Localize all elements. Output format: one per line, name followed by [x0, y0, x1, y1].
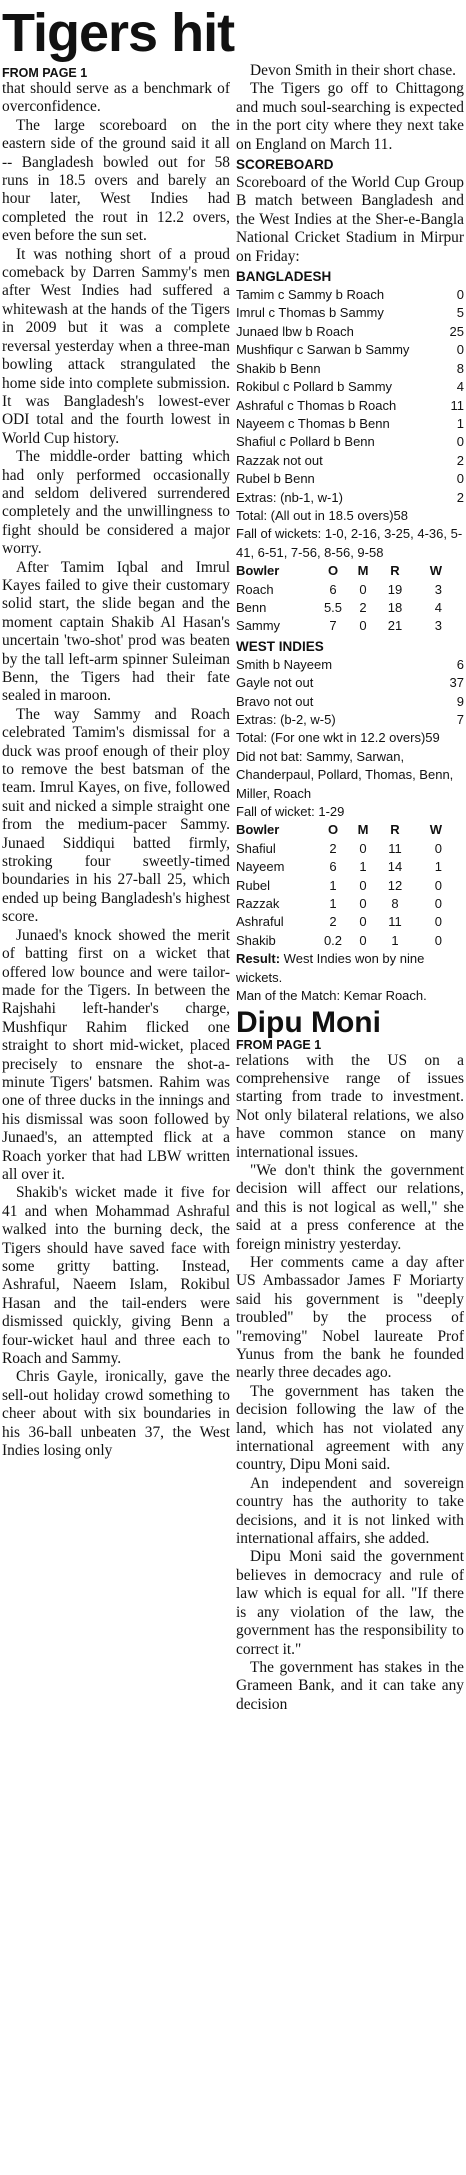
maidens-cell: 0: [359, 581, 367, 597]
runs-cell: 18: [387, 599, 403, 615]
bowler-name: Ashraful: [236, 914, 284, 930]
batting-card-west-indies: [236, 656, 464, 822]
article-paragraph: The Tigers go off to Chittagong and much soul-searching is expected in the port city where they next take on England on March 11.: [236, 80, 464, 153]
article-paragraph: The large scoreboard on the eastern side of the ground said it all -- Bangladesh bowled out for 58 runs in 18.5 overs and barely an hour later, West Indies had completed the rout in 12.2 overs, even before the sun set.: [2, 116, 230, 245]
wickets-cell: 0: [434, 932, 442, 948]
bowler-name: Roach: [236, 581, 274, 597]
runs-header: R: [390, 563, 400, 579]
overs-cell: 2: [329, 840, 337, 856]
runs-cell: 14: [387, 859, 403, 875]
article-paragraph: It was nothing short of a proud comeback by Darren Sammy's men after West Indies had suffered a whitewash at the hands of the Tigers in 2009 but it was a complete reversal yesterday when a three-man bowling attack strangulated the home side into complete submission. It was Bangladesh's lowest-ever ODI total and the fourth lowest in World Cup history.: [2, 245, 230, 447]
article-paragraph: The way Sammy and Roach celebrated Tamim's dismissal for a duck was proof enough of their ploy to remove the best batsman of the team. Imrul Kayes, on five, followed suit and nicked a simple straight one from the medium-pacer Sammy. Junaed Siddiqui batted firmly, stroking four sweetly-timed boundaries in his 27-ball 25, which ended up being Bangladesh's highest score.: [2, 705, 230, 926]
wickets-cell: 1: [434, 859, 442, 875]
article-paragraph: The middle-order batting which had only performed occasionally and seldom delivered surrendered completely and the unwillingness to fight should be considered a major worry.: [2, 448, 230, 558]
article-paragraph: relations with the US on a comprehensive range of issues starting from trade to investment. Not only bilateral relations, we also have common stance on many international issues.: [236, 1051, 464, 1161]
bowler-header: Bowler: [236, 563, 280, 579]
runs-cell: 21: [387, 618, 403, 634]
article-paragraph: "We don't think the government decision will affect our relations, and this is not logical as well," she said at a press conference at the foreign ministry yesterday.: [236, 1161, 464, 1253]
overs-header: O: [327, 563, 339, 579]
result-label: Result:: [236, 951, 281, 967]
overs-cell: 1: [329, 896, 337, 912]
team-west-indies-heading: WEST INDIES: [236, 638, 324, 654]
total-line: Total: (For one wkt in 12.2 overs)59: [236, 730, 440, 746]
overs-cell: 6: [329, 581, 337, 597]
left-column: [2, 64, 230, 1460]
article-paragraph: An independent and sovereign country has the authority to take decisions, and it is not linked with international affairs, she added.: [236, 1474, 464, 1548]
overs-cell: 1: [329, 877, 337, 893]
headline: Tigers hit: [2, 3, 235, 63]
dipu-moni-headline: Dipu Moni: [236, 1005, 381, 1039]
fall-of-wickets: Fall of wickets: 1-0, 2-16, 3-25, 4-36, 5-41, 6-51, 7-56, 8-56, 9-58: [236, 526, 463, 560]
batting-row: Ashraful c Thomas b Roach 11: [236, 397, 464, 413]
maidens-header: M: [357, 563, 369, 579]
maidens-cell: 0: [359, 896, 367, 912]
batting-row: Rokibul c Pollard b Sammy 4: [236, 379, 464, 395]
batting-row: Gayle not out 37: [236, 675, 464, 691]
wickets-cell: 3: [434, 581, 442, 597]
wickets-header: W: [429, 563, 442, 579]
article-paragraph: Dipu Moni said the government believes in democracy and rule of law which is equal for all. "If there is any violation of the law, the government has the responsibility to correct it.": [236, 1548, 464, 1658]
scoreboard-heading: SCOREBOARD: [236, 157, 334, 173]
maidens-header: M: [357, 822, 369, 838]
article-paragraph: The government has taken the decision following the law of the land, which has not violated any international agreement with any country, Dipu Moni said.: [236, 1382, 464, 1474]
bowling-table-west-indies-innings: [236, 821, 464, 950]
bowler-name: Shafiul: [236, 840, 276, 856]
batting-row: Shafiul c Pollard b Benn 0: [236, 434, 464, 450]
match-result: [236, 950, 464, 987]
overs-cell: 0.2: [323, 932, 343, 948]
runs-cell: 11: [388, 914, 402, 930]
total-line: Total: (All out in 18.5 overs)58: [236, 507, 408, 523]
wickets-cell: 0: [434, 840, 442, 856]
maidens-cell: 0: [359, 618, 367, 634]
batting-row: Imrul c Thomas b Sammy 5: [236, 305, 464, 321]
runs-header: R: [390, 822, 400, 838]
wickets-cell: 0: [434, 896, 442, 912]
batting-card-bangladesh: [236, 286, 464, 562]
runs-cell: 11: [388, 840, 402, 856]
maidens-cell: 0: [359, 914, 367, 930]
article-paragraph: Junaed's knock showed the merit of batting first on a wicket that offered low bounce and were tailor-made for the Tigers. In between the Rajshahi left-hander's charge, Mushfiqur Rahim flicked one straight to short mid-wicket, placed precisely to ensnare the shot-a-minute Tigers' batsmen. Rahim was one of three ducks in the innings and his dismissal was soon followed by Junaed's, an attempted flick at a Roach yorker that had LBW written all over it.: [2, 926, 230, 1183]
wickets-cell: 4: [434, 599, 442, 615]
overs-cell: 5.5: [323, 599, 343, 615]
article-paragraph: Her comments came a day after US Ambassador James F Moriarty said his government is "deeply troubled" by the process of "removing" Nobel laureate Prof Yunus from the bank he founded nearly three decades ago.: [236, 1253, 464, 1382]
batting-row: Shakib b Benn 8: [236, 360, 464, 376]
article-paragraph: Shakib's wicket made it five for 41 and when Mohammad Ashraful walked into the burning deck, the Tigers should have saved face with some gritty batting. Instead, Ashraful, Naeem Islam, Rokibul Hasan and the tail-enders were dismissed quickly, giving Benn a four-wicket haul and three each to Roach and Sammy.: [2, 1184, 230, 1368]
bowling-table-bangladesh-innings: [236, 562, 464, 636]
overs-cell: 2: [329, 914, 337, 930]
wickets-cell: 0: [434, 914, 442, 930]
man-of-the-match: Man of the Match: Kemar Roach.: [236, 988, 427, 1004]
overs-cell: 7: [329, 618, 337, 634]
extras-row: Extras: (nb-1, w-1) 2: [236, 489, 464, 505]
batting-row: Junaed lbw b Roach 25: [236, 323, 464, 339]
right-column: [236, 62, 464, 1714]
maidens-cell: 0: [359, 840, 367, 856]
bowler-name: Nayeem: [236, 859, 285, 875]
runs-cell: 8: [391, 896, 399, 912]
runs-cell: 19: [387, 581, 403, 597]
extras-row: Extras: (b-2, w-5) 7: [236, 712, 464, 727]
article-paragraph: Chris Gayle, ironically, gave the sell-out holiday crowd something to cheer about with six boundaries in his 36-ball unbeaten 37, the West Indies losing only: [2, 1368, 230, 1460]
bowler-name: Benn: [236, 599, 267, 615]
from-page-label: FROM PAGE 1: [2, 66, 88, 80]
batting-row: Smith b Nayeem 6: [236, 656, 464, 672]
maidens-cell: 1: [359, 859, 367, 875]
bowler-name: Sammy: [236, 618, 281, 634]
wickets-cell: 0: [434, 877, 442, 893]
from-page-label: FROM PAGE 1: [236, 1037, 322, 1052]
bowler-name: Shakib: [236, 932, 276, 948]
overs-header: O: [327, 822, 339, 838]
fall-of-wickets: Fall of wicket: 1-29: [236, 804, 345, 820]
wickets-cell: 3: [434, 618, 442, 634]
bowler-name: Razzak: [236, 896, 280, 912]
maidens-cell: 0: [359, 877, 367, 893]
maidens-cell: 2: [359, 599, 367, 615]
wickets-header: W: [429, 822, 442, 838]
batting-row: Nayeem c Thomas b Benn 1: [236, 415, 464, 431]
article-paragraph: that should serve as a benchmark of overconfidence.: [2, 80, 230, 116]
result-text: West Indies won by nine wickets.: [236, 951, 425, 985]
article-paragraph: Devon Smith in their short chase.: [250, 62, 457, 79]
article-paragraph: After Tamim Iqbal and Imrul Kayes failed to give their customary solid start, the slide began and the moment captain Shakib Al Hasan's uncertain 'two-shot' prod was beaten by the tall left-arm spinner Suleiman Benn, the Tigers had their fate sealed in maroon.: [2, 558, 230, 705]
batting-row: Tamim c Sammy b Roach 0: [236, 287, 464, 303]
maidens-cell: 0: [359, 932, 367, 948]
runs-cell: 12: [387, 877, 403, 893]
batting-row: Rubel b Benn 0: [236, 471, 464, 487]
batting-row: Mushfiqur c Sarwan b Sammy 0: [236, 342, 464, 358]
team-bangladesh-heading: BANGLADESH: [236, 269, 332, 285]
did-not-bat: Did not bat: Sammy, Sarwan, Chanderpaul, Pollard, Thomas, Benn, Miller, Roach: [236, 748, 454, 801]
batting-row: Razzak not out 2: [236, 452, 464, 468]
scoreboard-intro: Scoreboard of the World Cup Group B match between Bangladesh and the West Indies at the Sher-e-Bangla National Cricket Stadium in Mirpur on Friday:: [236, 174, 464, 265]
batting-row: Bravo not out 9: [236, 693, 464, 709]
article-paragraph: The government has stakes in the Grameen Bank, and it can take any decision: [236, 1658, 464, 1713]
bowler-header: Bowler: [236, 822, 280, 838]
overs-cell: 6: [329, 859, 337, 875]
bowler-name: Rubel: [236, 877, 270, 893]
runs-cell: 1: [391, 932, 399, 948]
